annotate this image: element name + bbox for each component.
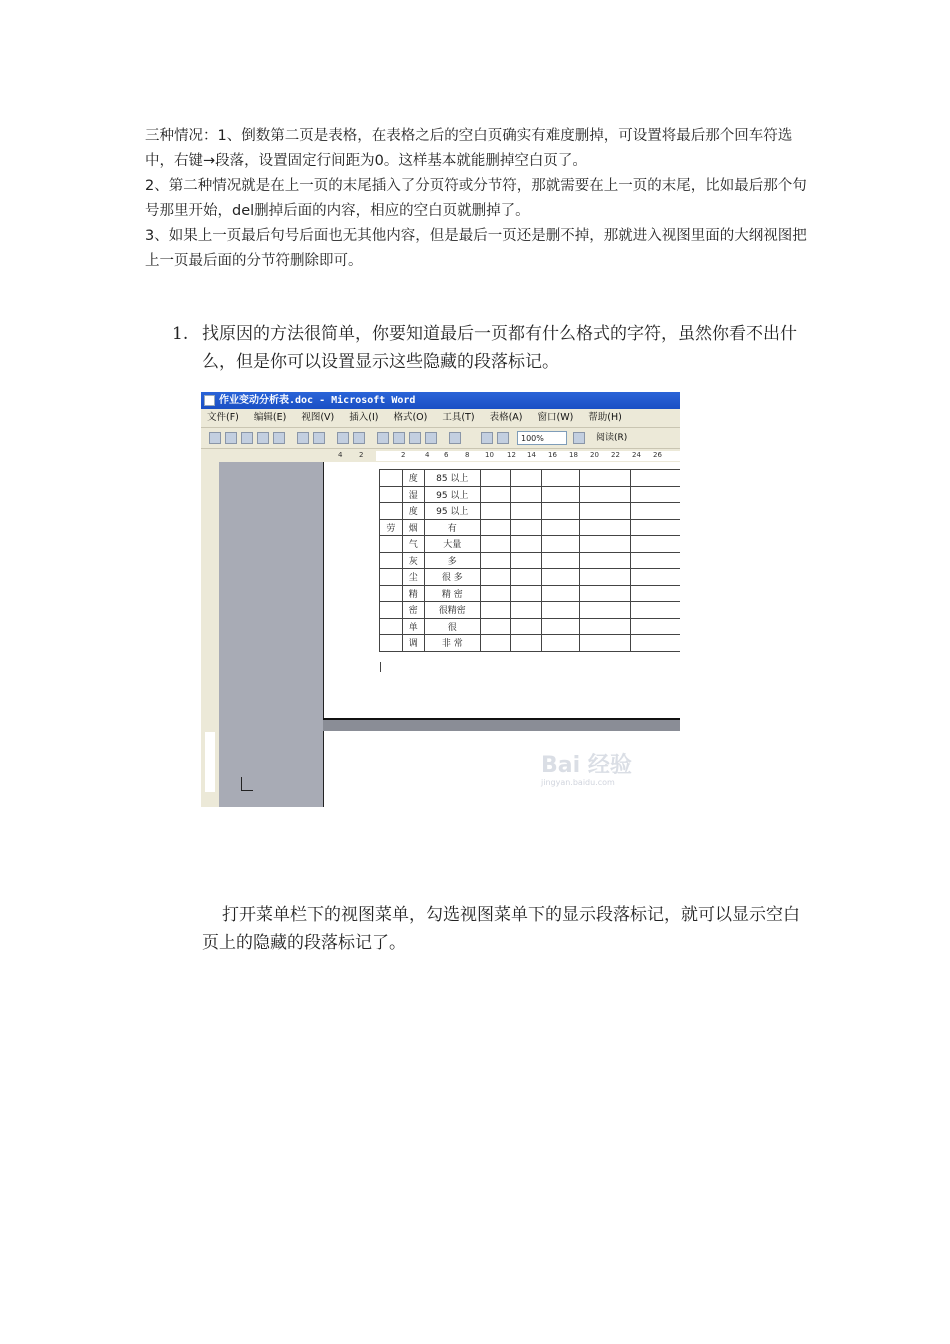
table-cell: [511, 585, 542, 602]
vertical-ruler-text-area: [205, 732, 215, 792]
help-icon[interactable]: [573, 432, 585, 444]
table-cell: [511, 470, 542, 487]
table-cell: [480, 552, 511, 569]
table-cell: [580, 536, 630, 553]
table-cell: [480, 635, 511, 652]
table-cell: [542, 585, 580, 602]
format-painter-icon[interactable]: [425, 432, 437, 444]
word-document-icon: [204, 395, 215, 406]
ruler-tick: 8: [465, 451, 470, 459]
ruler-tick: 10: [485, 451, 494, 459]
table-cell: [511, 602, 542, 619]
table-cell: [580, 470, 630, 487]
menu-file[interactable]: 文件(F): [207, 412, 239, 423]
ruler-tick: 4: [338, 451, 343, 459]
table-row: [380, 618, 681, 635]
permission-icon[interactable]: [257, 432, 269, 444]
ruler-tick: 22: [611, 451, 620, 459]
menu-tools[interactable]: 工具(T): [442, 412, 475, 423]
table-row: [380, 536, 681, 553]
paragraph-situation-2: 2、第二种情况就是在上一页的末尾插入了分页符或分节符，那就需要在上一页的末尾，比如最后那个句号那里开始，del删掉后面的内容，相应的空白页就删掉了。: [145, 178, 807, 219]
table-cell: 单: [402, 618, 424, 635]
table-cell: [511, 569, 542, 586]
table-cell: 度: [402, 503, 424, 520]
menu-table[interactable]: 表格(A): [489, 412, 523, 423]
table-cell: [511, 503, 542, 520]
table-cell: [480, 503, 511, 520]
document-page: [323, 462, 680, 718]
table-cell: [580, 585, 630, 602]
table-cell: [542, 602, 580, 619]
table-cell: [380, 585, 403, 602]
table-cell: 大量: [424, 536, 480, 553]
table-cell: [630, 536, 680, 553]
table-cell: [480, 569, 511, 586]
table-cell: [480, 470, 511, 487]
table-cell: [511, 519, 542, 536]
table-row: [380, 552, 681, 569]
ruler-tick: 4: [425, 451, 430, 459]
table-cell: 有: [424, 519, 480, 536]
table-cell: [542, 552, 580, 569]
table-cell: [542, 536, 580, 553]
table-cell: 密: [402, 602, 424, 619]
table-cell: [630, 552, 680, 569]
table-cell: [580, 519, 630, 536]
text-cursor: [241, 777, 242, 791]
table-cell: 度: [402, 470, 424, 487]
table-row: [380, 519, 681, 536]
paragraph-mark: [380, 662, 381, 672]
table-cell: [630, 602, 680, 619]
table-cell: [380, 635, 403, 652]
table-cell: 气: [402, 536, 424, 553]
menu-view[interactable]: 视图(V): [301, 412, 335, 423]
table-row: [380, 585, 681, 602]
baidu-watermark-url: jingyan.baidu.com: [541, 778, 615, 787]
table-row: [380, 635, 681, 652]
table-cell: [630, 470, 680, 487]
standard-toolbar: [201, 428, 680, 449]
open-icon[interactable]: [225, 432, 237, 444]
ruler-tick: 20: [590, 451, 599, 459]
ruler-tick: 18: [569, 451, 578, 459]
menu-help[interactable]: 帮助(H): [588, 412, 622, 423]
table-cell: [542, 569, 580, 586]
print-preview-icon[interactable]: [313, 432, 325, 444]
table-cell: [380, 569, 403, 586]
ruler-tick: 26: [653, 451, 662, 459]
table-cell: 烟: [402, 519, 424, 536]
table-cell: 尘: [402, 569, 424, 586]
copy-icon[interactable]: [393, 432, 405, 444]
ruler-tick: 6: [444, 451, 449, 459]
table-cell: 灰: [402, 552, 424, 569]
ruler-tick: 12: [507, 451, 516, 459]
table-cell: [480, 585, 511, 602]
spelling-icon[interactable]: [337, 432, 349, 444]
paste-icon[interactable]: [409, 432, 421, 444]
table-cell: [380, 602, 403, 619]
zoom-select[interactable]: 100%: [517, 431, 567, 445]
menu-insert[interactable]: 插入(I): [349, 412, 379, 423]
table-row: [380, 602, 681, 619]
vertical-ruler: [201, 462, 220, 807]
table-cell: 85 以上: [424, 470, 480, 487]
word-screenshot: [201, 392, 680, 807]
ruler-tick: 2: [401, 451, 406, 459]
table-cell: [480, 486, 511, 503]
baidu-watermark: Bai 经验: [541, 753, 632, 778]
tables-borders-icon[interactable]: [497, 432, 509, 444]
document-table: [379, 469, 680, 652]
table-cell: [380, 470, 403, 487]
table-cell: [630, 618, 680, 635]
table-cell: 多: [424, 552, 480, 569]
menu-format[interactable]: 格式(O): [393, 412, 428, 423]
table-cell: [480, 618, 511, 635]
table-cell: 精 密: [424, 585, 480, 602]
table-cell: 精: [402, 585, 424, 602]
table-row: [380, 503, 681, 520]
table-cell: [542, 519, 580, 536]
table-cell: 非 常: [424, 635, 480, 652]
table-cell: [380, 536, 403, 553]
table-row: [380, 569, 681, 586]
table-cell: 很: [424, 618, 480, 635]
table-cell: [630, 519, 680, 536]
table-cell: [542, 486, 580, 503]
table-row: [380, 470, 681, 487]
table-cell: [542, 503, 580, 520]
undo-icon[interactable]: [449, 432, 461, 444]
ruler-tick: 2: [359, 451, 364, 459]
cut-icon[interactable]: [377, 432, 389, 444]
save-icon[interactable]: [241, 432, 253, 444]
table-cell: [542, 470, 580, 487]
read-button[interactable]: 阅读(R): [596, 433, 628, 443]
table-cell: [511, 635, 542, 652]
table-cell: [380, 486, 403, 503]
paragraph-situation-1: 三种情况：1、倒数第二页是表格，在表格之后的空白页确实有难度删掉，可设置将最后那个回车符选中，右键→段落，设置固定行间距为0。这样基本就能删掉空白页了。: [145, 128, 793, 169]
table-cell: 调: [402, 635, 424, 652]
table-cell: [580, 503, 630, 520]
paragraph-situation-3: 3、如果上一页最后句号后面也无其他内容，但是最后一页还是删不掉，那就进入视图里面的大纲视图把上一页最后面的分节符删除即可。: [145, 228, 807, 269]
new-icon[interactable]: [209, 432, 221, 444]
table-cell: [580, 635, 630, 652]
table-cell: [580, 602, 630, 619]
page-margin-area: [219, 462, 323, 807]
ruler-tick: 14: [527, 451, 536, 459]
table-cell: [511, 552, 542, 569]
menu-bar: [201, 409, 680, 428]
table-cell: [511, 618, 542, 635]
table-cell: [580, 569, 630, 586]
ruler-tick: 16: [548, 451, 557, 459]
table-cell: [380, 503, 403, 520]
table-row: [380, 486, 681, 503]
table-cell: [630, 486, 680, 503]
menu-edit[interactable]: 编辑(E): [253, 412, 287, 423]
table-cell: 95 以上: [424, 503, 480, 520]
table-cell: [630, 585, 680, 602]
table-cell: [580, 552, 630, 569]
hyperlink-icon[interactable]: [481, 432, 493, 444]
window-title: 作业变动分析表.doc - Microsoft Word: [219, 395, 416, 406]
table-cell: [380, 618, 403, 635]
email-icon[interactable]: [273, 432, 285, 444]
table-cell: 很 多: [424, 569, 480, 586]
table-cell: [380, 552, 403, 569]
table-cell: [630, 503, 680, 520]
menu-window[interactable]: 窗口(W): [537, 412, 574, 423]
table-cell: 95 以上: [424, 486, 480, 503]
print-icon[interactable]: [297, 432, 309, 444]
list-item: [172, 320, 812, 376]
table-cell: 湿: [402, 486, 424, 503]
table-cell: [542, 635, 580, 652]
table-cell: [630, 569, 680, 586]
closing-paragraph: 打开菜单栏下的视图菜单，勾选视图菜单下的显示段落标记，就可以显示空白页上的隐藏的段落标记了。: [202, 905, 800, 953]
table-cell: [580, 618, 630, 635]
text-cursor-base: [241, 790, 253, 791]
research-icon[interactable]: [353, 432, 365, 444]
table-cell: 劳: [380, 519, 403, 536]
table-cell: [630, 635, 680, 652]
table-cell: [480, 536, 511, 553]
table-cell: [542, 618, 580, 635]
table-cell: [511, 486, 542, 503]
window-titlebar: [201, 392, 680, 409]
table-cell: [580, 486, 630, 503]
table-cell: [511, 536, 542, 553]
ruler-tick: 24: [632, 451, 641, 459]
list-number: 1.: [172, 324, 189, 344]
table-cell: [480, 519, 511, 536]
table-cell: [480, 602, 511, 619]
table-cell: 很精密: [424, 602, 480, 619]
list-text: 找原因的方法很简单，你要知道最后一页都有什么格式的字符，虽然你看不出什么，但是你可以设置显示这些隐藏的段落标记。: [202, 324, 797, 372]
